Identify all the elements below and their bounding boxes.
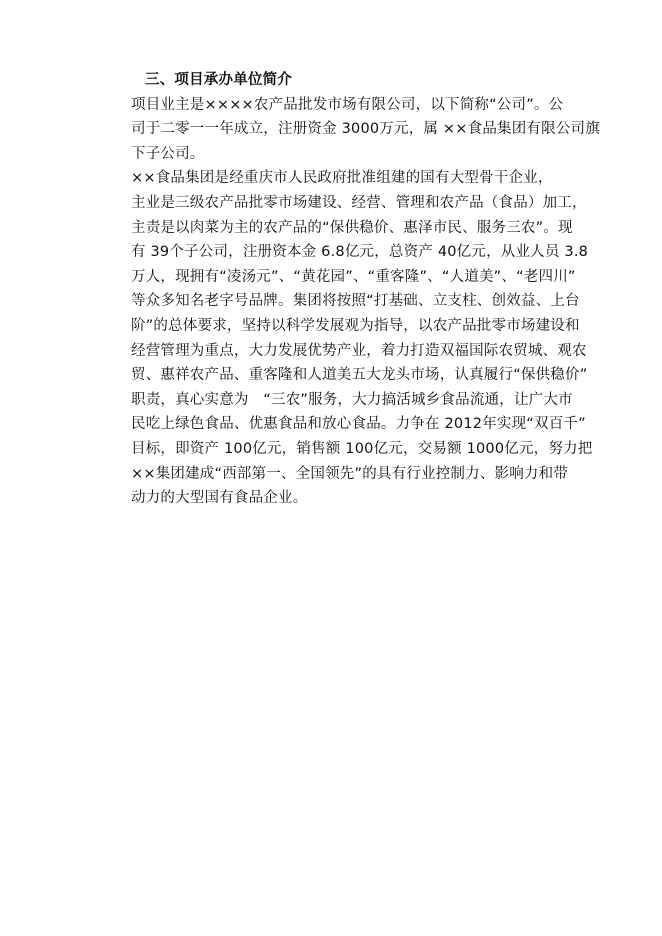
paragraph-line: 等众多知名老字号品牌。集团将按照“打基础、立支柱、创效益、上台 [131, 293, 580, 310]
paragraph-line: ××集团建成“西部第一、全国领先”的具有行业控制力、影响力和带 [131, 465, 569, 482]
paragraph-line: 目标，即资产 100亿元，销售额 100亿元，交易额 1000亿元，努力把 [131, 440, 593, 457]
paragraph-line: 动力的大型国有食品企业。 [131, 490, 308, 507]
paragraph-line: ××食品集团是经重庆市人民政府批准组建的国有大型骨干企业， [131, 170, 553, 187]
paragraph-line: 项目业主是××××农产品批发市场有限公司，以下简称“公司”。公 [131, 96, 564, 113]
paragraph-line: 下子公司。 [131, 145, 205, 162]
paragraph-group-intro [131, 166, 601, 510]
paragraph-line: 阶”的总体要求，坚持以科学发展观为指导，以农产品批零市场建设和 [131, 317, 580, 334]
paragraph-line: 贸、惠祥农产品、重客隆和人道美五大龙头市场，认真履行“保供稳价” [131, 367, 588, 384]
paragraph-line: 万人，现拥有“凌汤元”、“黄花园”、“重客隆”、“人道美”、“老四川” [131, 268, 576, 285]
section-heading: 三、项目承办单位简介 [145, 72, 292, 88]
paragraph-line: 司于二零一一年成立，注册资金 3000万元，属 ××食品集团有限公司旗 [131, 121, 600, 138]
paragraph-line: 经营管理为重点，大力发展优势产业，着力打造双福国际农贸城、观农 [131, 342, 587, 359]
paragraph-company-intro [131, 93, 601, 167]
document-body [131, 68, 601, 511]
paragraph-line: 职责，真心实意为 “三农”服务，大力搞活城乡食品流通，让广大市 [131, 391, 573, 408]
paragraph-line: 有 39个子公司，注册资本金 6.8亿元，总资产 40亿元，从业人员 3.8 [131, 244, 589, 261]
paragraph-line: 主业是三级农产品批零市场建设、经营、管理和农产品（食品）加工， [131, 194, 587, 211]
paragraph-line: 主责是以肉菜为主的农产品的“保供稳价、惠泽市民、服务三农”。现 [131, 219, 573, 236]
paragraph-line: 民吃上绿色食品、优惠食品和放心食品。力争在 2012年实现“双百千” [131, 416, 586, 433]
